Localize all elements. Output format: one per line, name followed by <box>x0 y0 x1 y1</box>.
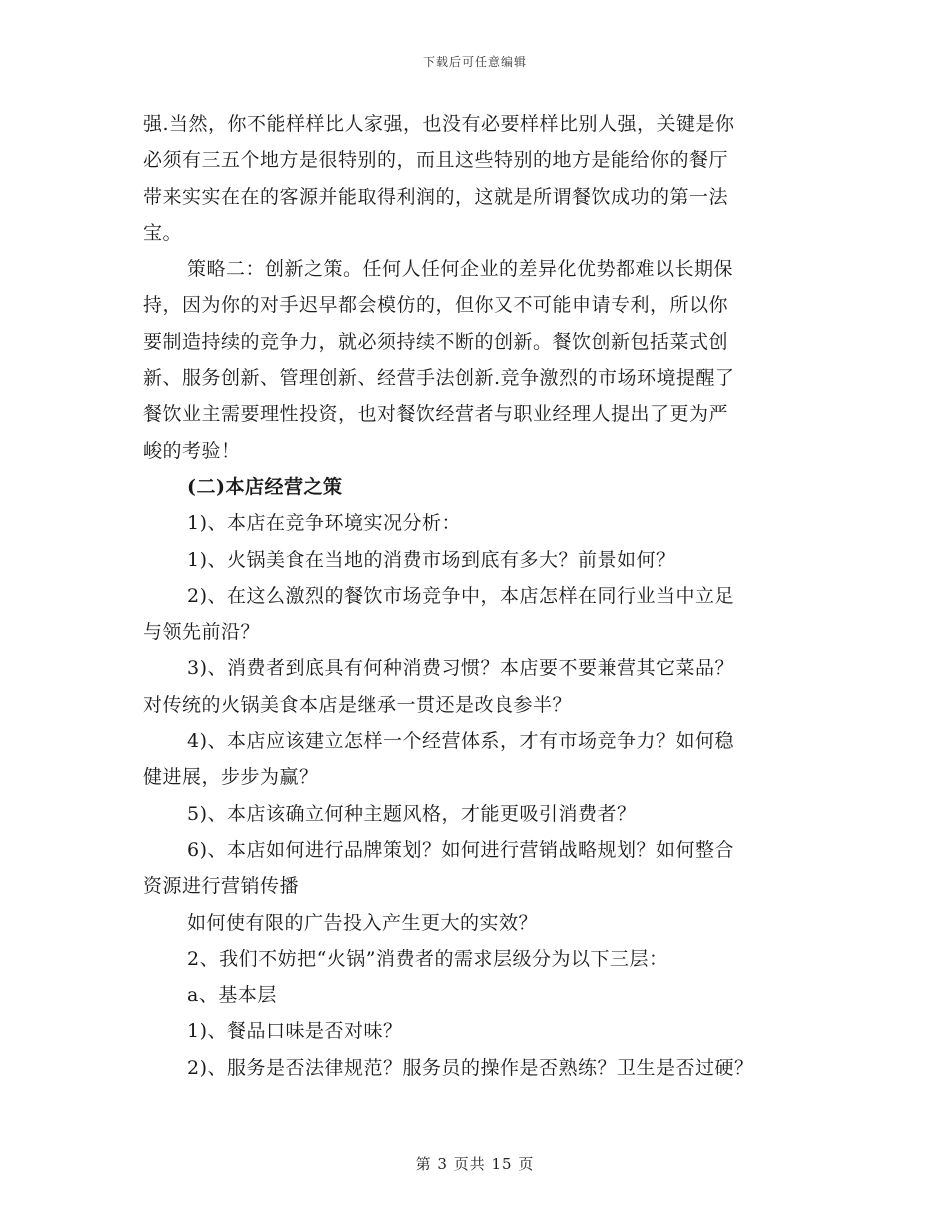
section-heading: (二)本店经营之策 <box>187 475 343 498</box>
text-line: 与领先前沿？ <box>143 621 261 644</box>
text-line: 资源进行营销传播 <box>143 875 300 898</box>
page-header: 下载后可任意编辑 <box>422 55 527 69</box>
text-line: 1)、火锅美食在当地的消费市场到底有多大？前景如何？ <box>187 548 676 571</box>
text-line: 新、服务创新、管理创新、经营手法创新.竞争激烈的市场环境提醒了 <box>143 367 735 390</box>
text-line: 餐饮业主需要理性投资，也对餐饮经营者与职业经理人提出了更为严 <box>143 403 729 426</box>
page-footer: 第 3 页共 15 页 <box>415 1155 535 1173</box>
text-line: 2)、在这么激烈的餐饮市场竞争中，本店怎样在同行业当中立足 <box>187 584 735 607</box>
text-line: 1)、本店在竞争环境实况分析： <box>187 512 462 535</box>
text-line: 1)、餐品口味是否对味？ <box>187 1020 403 1043</box>
text-line: 2)、服务是否法律规范？服务员的操作是否熟练？卫生是否过硬？ <box>187 1056 754 1079</box>
text-line: 宝。 <box>143 221 183 244</box>
text-line: 6)、本店如何进行品牌策划？如何进行营销战略规划？如何整合 <box>187 838 735 861</box>
text-line: 2、我们不妨把“火锅”消费者的需求层级分为以下三层： <box>187 947 669 970</box>
document-body <box>143 106 807 1086</box>
text-line: 如何使有限的广告投入产生更大的实效？ <box>187 911 539 934</box>
text-line: 必须有三五个地方是很特别的，而且这些特别的地方是能给你的餐厅 <box>143 149 729 172</box>
text-line: a、基本层 <box>187 984 277 1007</box>
text-line: 策略二：创新之策。任何人任何企业的差异化优势都难以长期保 <box>187 258 734 281</box>
text-line: 健进展，步步为赢？ <box>143 766 319 789</box>
text-line: 要制造持续的竞争力，就必须持续不断的创新。餐饮创新包括菜式创 <box>143 330 729 353</box>
text-line: 带来实实在在的客源并能取得利润的，这就是所谓餐饮成功的第一法 <box>143 185 729 208</box>
text-line: 持，因为你的对手迟早都会模仿的，但你又不可能申请专利，所以你 <box>143 294 729 317</box>
text-line: 强.当然，你不能样样比人家强，也没有必要样样比别人强，关键是你 <box>143 113 735 135</box>
text-line: 3)、消费者到底具有何种消费习惯？本店要不要兼营其它菜品？ <box>187 657 735 680</box>
text-line: 对传统的火锅美食本店是继承一贯还是改良参半？ <box>143 693 573 716</box>
text-line: 5)、本店该确立何种主题风格，才能更吸引消费者？ <box>187 802 637 825</box>
text-line: 4)、本店应该建立怎样一个经营体系，才有市场竞争力？如何稳 <box>187 730 735 753</box>
text-line: 峻的考验！ <box>143 439 241 462</box>
